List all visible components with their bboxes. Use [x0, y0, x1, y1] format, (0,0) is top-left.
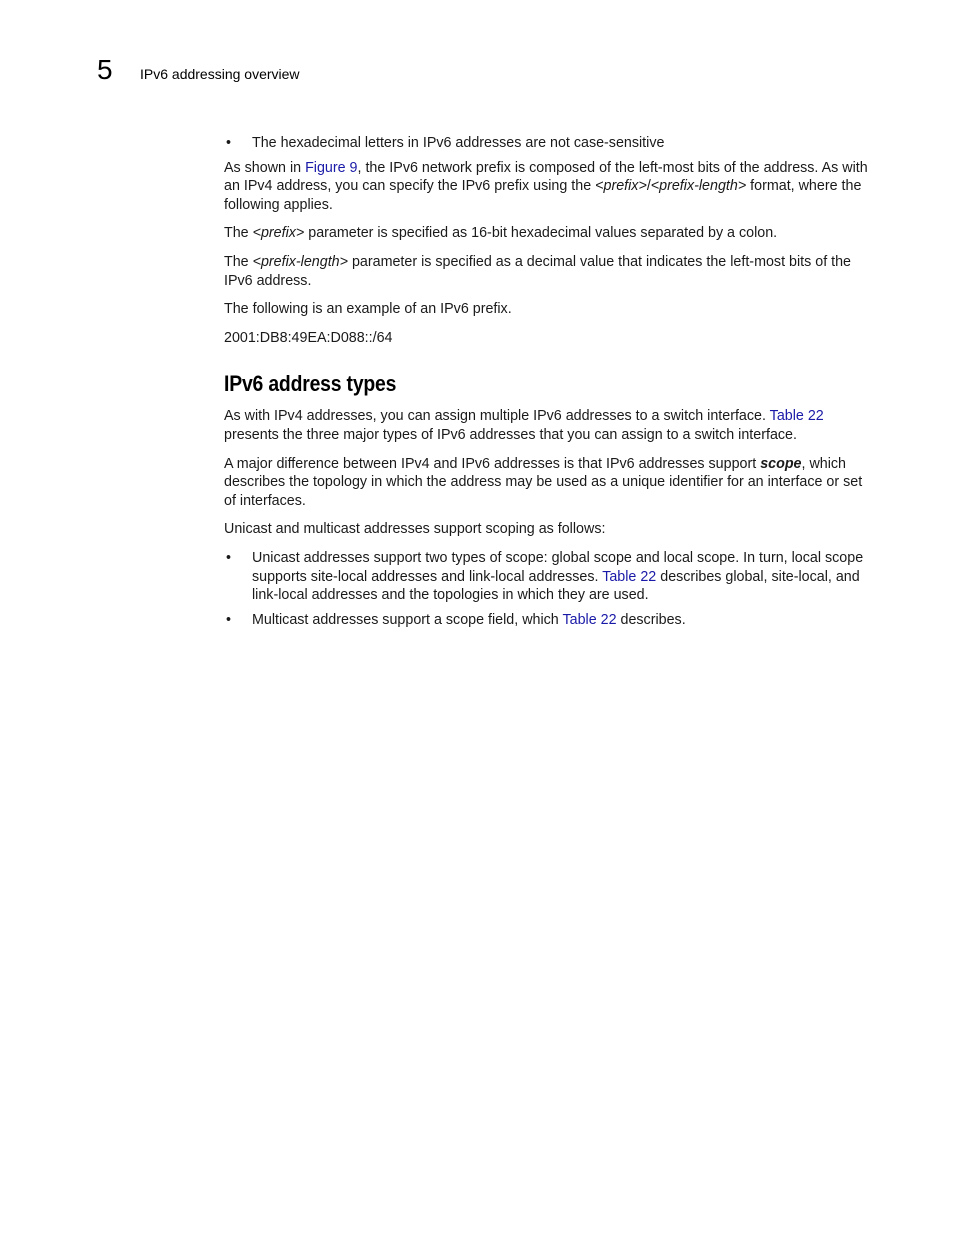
text-run: presents the three major types of IPv6 addresses that you can assign to a switch interface. — [224, 426, 797, 443]
text-run: format, where the following applies. — [224, 178, 862, 213]
text-run: Unicast addresses support two types of scope: global scope and local scope. In turn, local scope supports site-local addresses and link-local addresses. — [252, 549, 864, 585]
chapter-number: 5 — [97, 54, 113, 85]
text-run: describes global, site-local, and link-local addresses and the topologies in which they are used. — [252, 568, 860, 604]
text-run: The — [224, 225, 253, 242]
paragraph-scope — [224, 455, 870, 511]
text-run: Multicast addresses support a scope field, which — [252, 611, 563, 628]
text-run: parameter is specified as 16-bit hexadecimal values separated by a colon. — [304, 225, 778, 242]
text-run: parameter is specified as a decimal value that indicates the left-most bits of the IPv6 address. — [224, 253, 852, 289]
chapter-title: IPv6 addressing overview — [140, 66, 300, 82]
paragraph-prefix-param — [224, 224, 870, 243]
bullet-dot: • — [226, 549, 232, 566]
paragraph-example-intro: The following is an example of an IPv6 prefix. — [224, 301, 512, 318]
bullet-unicast — [224, 549, 870, 605]
paragraph-prefix-intro — [224, 159, 870, 215]
paragraph-address-types — [224, 407, 870, 444]
text-run: / — [646, 178, 651, 195]
text-run: describes. — [616, 611, 686, 628]
text-run: , which describes the topology in which the address may be used as a unique identifier for an interface or set of interfaces. — [224, 455, 863, 509]
scope-term: scope — [760, 455, 802, 472]
text-run: A major difference between IPv4 and IPv6 addresses is that IPv6 addresses support — [224, 455, 761, 472]
prefix-length-term: <prefix-length> — [650, 178, 747, 195]
table-22-link[interactable]: Table 22 — [602, 568, 657, 585]
paragraph-scoping-intro: Unicast and multicast addresses support scoping as follows: — [224, 521, 606, 538]
prefix-term: <prefix> — [595, 178, 647, 195]
table-22-link[interactable]: Table 22 — [562, 611, 617, 628]
text-run: As with IPv4 addresses, you can assign multiple IPv6 addresses to a switch interface. — [224, 408, 770, 425]
prefix-length-term: <prefix-length> — [252, 253, 348, 270]
paragraph-prefix-length-param — [224, 253, 870, 290]
section-heading: IPv6 address types — [224, 371, 397, 397]
text-run: The — [224, 253, 253, 270]
figure-9-link[interactable]: Figure 9 — [305, 159, 358, 176]
prefix-term: <prefix> — [252, 225, 305, 242]
bullet-multicast — [224, 611, 870, 630]
example-prefix: 2001:DB8:49EA:D088::/64 — [224, 329, 393, 346]
bullet-text: The hexadecimal letters in IPv6 addresses are not case-sensitive — [252, 135, 665, 151]
bullet-dot: • — [226, 135, 232, 151]
table-22-link[interactable]: Table 22 — [769, 408, 824, 425]
page-content — [224, 134, 870, 629]
bullet-case-sensitive — [224, 134, 870, 153]
text-run: , the IPv6 network prefix is composed of the left-most bits of the address. As with an IPv4 address, you can specify the IPv6 prefix using the — [224, 159, 868, 195]
bullet-dot: • — [226, 611, 232, 628]
text-run: As shown in — [224, 159, 306, 176]
